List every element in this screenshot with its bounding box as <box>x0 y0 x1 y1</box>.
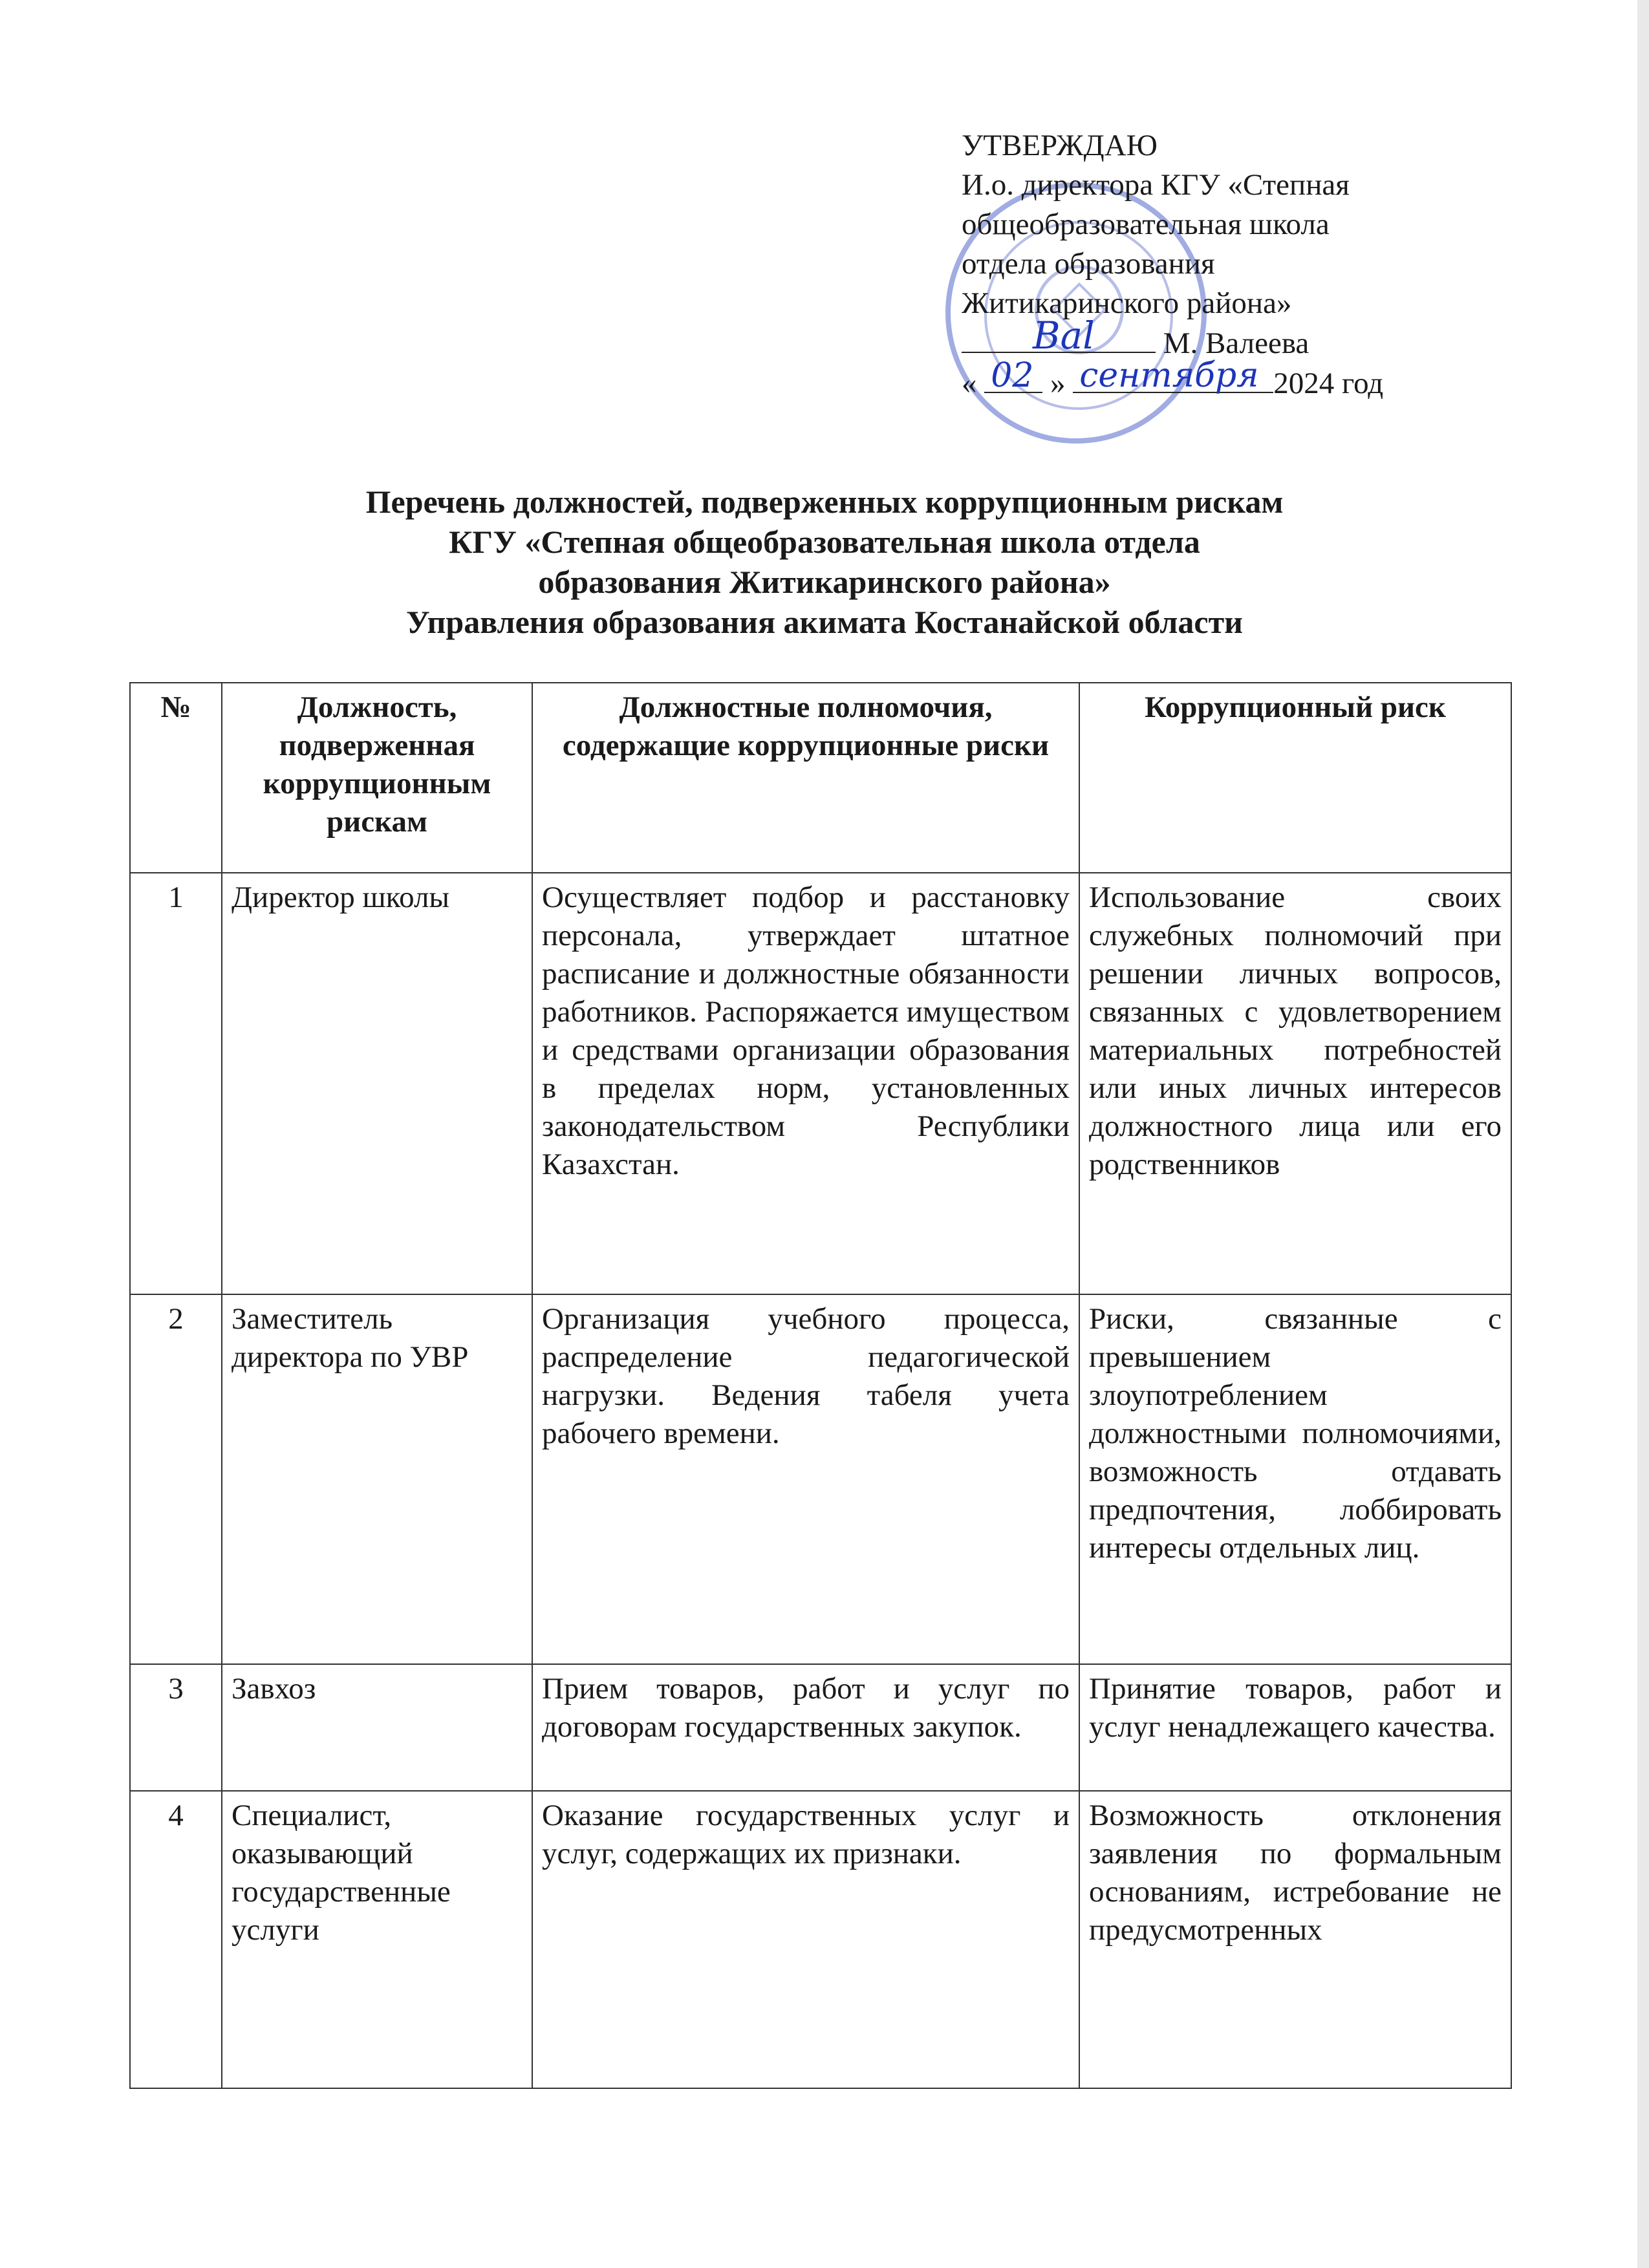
approval-line: И.о. директора КГУ «Степная <box>962 168 1350 202</box>
approval-block <box>962 126 1492 403</box>
signatory-name: М. Валеева <box>1163 326 1310 360</box>
date-day-handwritten: 02 <box>991 356 1034 395</box>
corruption-risk-table <box>129 682 1512 2089</box>
table-row <box>130 1664 1511 1791</box>
row-powers: Организация учебного процесса, распределение педагогической нагрузки. Ведения табеля учета рабочего времени. <box>532 1294 1079 1664</box>
row-number: 2 <box>130 1294 222 1664</box>
document-title <box>129 482 1520 642</box>
approval-line: Житикаринского района» <box>962 286 1292 320</box>
date-month-handwritten: сентября <box>1079 356 1259 395</box>
row-position: Заместитель директора по УВР <box>222 1294 532 1664</box>
row-position: Завхоз <box>222 1664 532 1791</box>
date-day-field <box>984 356 1042 395</box>
row-risk: Возможность отклонения заявления по формальным основаниям, истребование не предусмотренных <box>1079 1791 1511 2088</box>
table-row <box>130 1791 1511 2088</box>
date-year: 2024 год <box>1273 367 1384 400</box>
table-header-row <box>130 683 1511 873</box>
header-number: № <box>130 683 222 873</box>
date-close-quote: » <box>1050 367 1066 400</box>
row-powers: Прием товаров, работ и услуг по договорам государственных закупок. <box>532 1664 1079 1791</box>
title-line: Перечень должностей, подверженных коррупционным рискам <box>365 484 1284 520</box>
row-position: Директор школы <box>222 873 532 1294</box>
row-number: 4 <box>130 1791 222 2088</box>
handwritten-signature: Bal <box>1033 314 1095 358</box>
signature-line <box>962 314 1156 358</box>
title-line: образования Житикаринского района» <box>538 564 1111 600</box>
row-risk: Риски, связанные с превышением злоупотреблением должностными полномочиями, возможность отдавать предпочтения, лоббировать интересы отдельных лиц. <box>1079 1294 1511 1664</box>
header-powers: Должностные полномочия, содержащие коррупционные риски <box>532 683 1079 873</box>
title-line: КГУ «Степная общеобразовательная школа отдела <box>449 524 1200 560</box>
title-line: Управления образования акимата Костанайской области <box>406 604 1243 640</box>
table-row <box>130 1294 1511 1664</box>
date-month-field <box>1073 356 1273 395</box>
row-risk: Использование своих служебных полномочий при решении личных вопросов, связанных с удовлетворением материальных потребностей или иных личных интересов должностного лица или его родственников <box>1079 873 1511 1294</box>
approval-line: общеобразовательная школа <box>962 208 1330 241</box>
approval-date-row <box>962 356 1492 403</box>
row-powers: Осуществляет подбор и расстановку персонала, утверждает штатное расписание и должностные обязанности работников. Распоряжается имуществом и средствами организации образования в пределах норм, установленных законодательством Республики Казахстан. <box>532 873 1079 1294</box>
row-number: 3 <box>130 1664 222 1791</box>
approval-heading: УТВЕРЖДАЮ <box>962 129 1158 162</box>
row-number: 1 <box>130 873 222 1294</box>
date-open-quote: « <box>962 367 977 400</box>
row-risk: Принятие товаров, работ и услуг ненадлежащего качества. <box>1079 1664 1511 1791</box>
header-position: Должность, подверженная коррупционным рискам <box>222 683 532 873</box>
table-row <box>130 873 1511 1294</box>
row-powers: Оказание государственных услуг и услуг, содержащих их признаки. <box>532 1791 1079 2088</box>
header-risk: Коррупционный риск <box>1079 683 1511 873</box>
row-position: Специалист, оказывающий государственные услуги <box>222 1791 532 2088</box>
approval-line: отдела образования <box>962 247 1215 281</box>
